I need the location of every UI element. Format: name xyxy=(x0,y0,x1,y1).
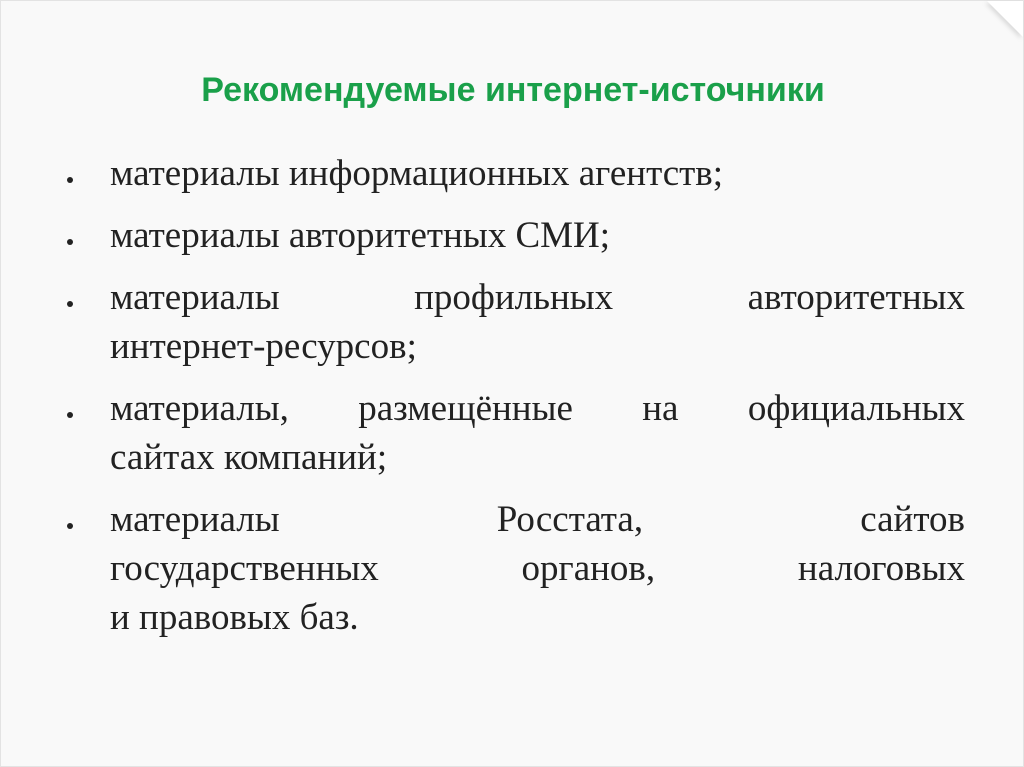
list-item-text: материалы Росстата, сайтов xyxy=(110,499,965,540)
page-corner-fold xyxy=(987,1,1023,37)
list-item-text: интернет-ресурсов; xyxy=(110,326,417,367)
list-item-text: сайтах компаний; xyxy=(110,437,388,478)
list-item-text: материалы профильных авторитетных xyxy=(110,277,965,318)
bullet-icon xyxy=(67,239,73,245)
list-item xyxy=(67,495,965,642)
list-item-text: материалы информационных агентств; xyxy=(110,153,724,194)
slide-title: Рекомендуемые интернет-источники xyxy=(201,71,825,109)
list-item-text: государственных органов, налоговых xyxy=(110,548,965,589)
bullet-icon xyxy=(67,301,73,307)
bullet-icon xyxy=(67,412,73,418)
list-item-text: и правовых баз. xyxy=(110,597,359,638)
bullet-icon xyxy=(67,177,73,183)
list-item xyxy=(67,211,965,260)
sources-list xyxy=(67,149,965,655)
list-item xyxy=(67,273,965,371)
bullet-icon xyxy=(67,523,73,529)
list-item xyxy=(67,384,965,482)
list-item-text: материалы, размещённые на официальных xyxy=(110,388,965,429)
list-item xyxy=(67,149,965,198)
list-item-text: материалы авторитетных СМИ; xyxy=(110,215,611,256)
